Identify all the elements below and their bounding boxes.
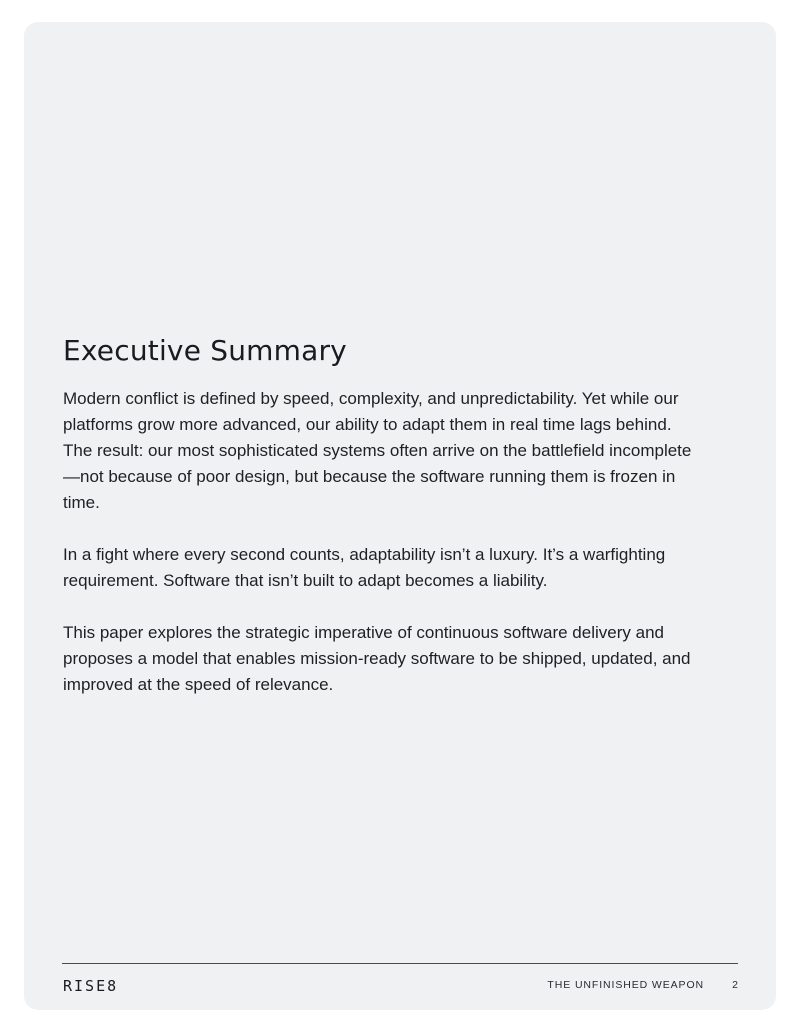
executive-summary-section — [63, 334, 693, 724]
footer-divider — [62, 963, 738, 964]
paragraph-3: This paper explores the strategic imperative of continuous software delivery and proposes a model that enables mission-ready software to be shipped, updated, and improved at the speed of relevance. — [63, 622, 691, 694]
paragraph-1: Modern conflict is defined by speed, complexity, and unpredictability. Yet while our platforms grow more advanced, our ability to adapt them in real time lags behind. The result: our most sophisticated systems often arrive on the battlefield incomplete—not because of poor design, but because the software running them is frozen in time. — [63, 388, 692, 512]
rise8-logo: RISE8 — [63, 977, 119, 995]
document-page — [24, 22, 776, 1010]
section-title: Executive Summary — [63, 334, 347, 367]
footer-document-title: THE UNFINISHED WEAPON — [547, 979, 704, 991]
paragraph-2: In a fight where every second counts, adaptability isn’t a luxury. It’s a warfighting requirement. Software that isn’t built to adapt becomes a liability. — [63, 544, 666, 590]
page-number: 2 — [732, 979, 738, 991]
